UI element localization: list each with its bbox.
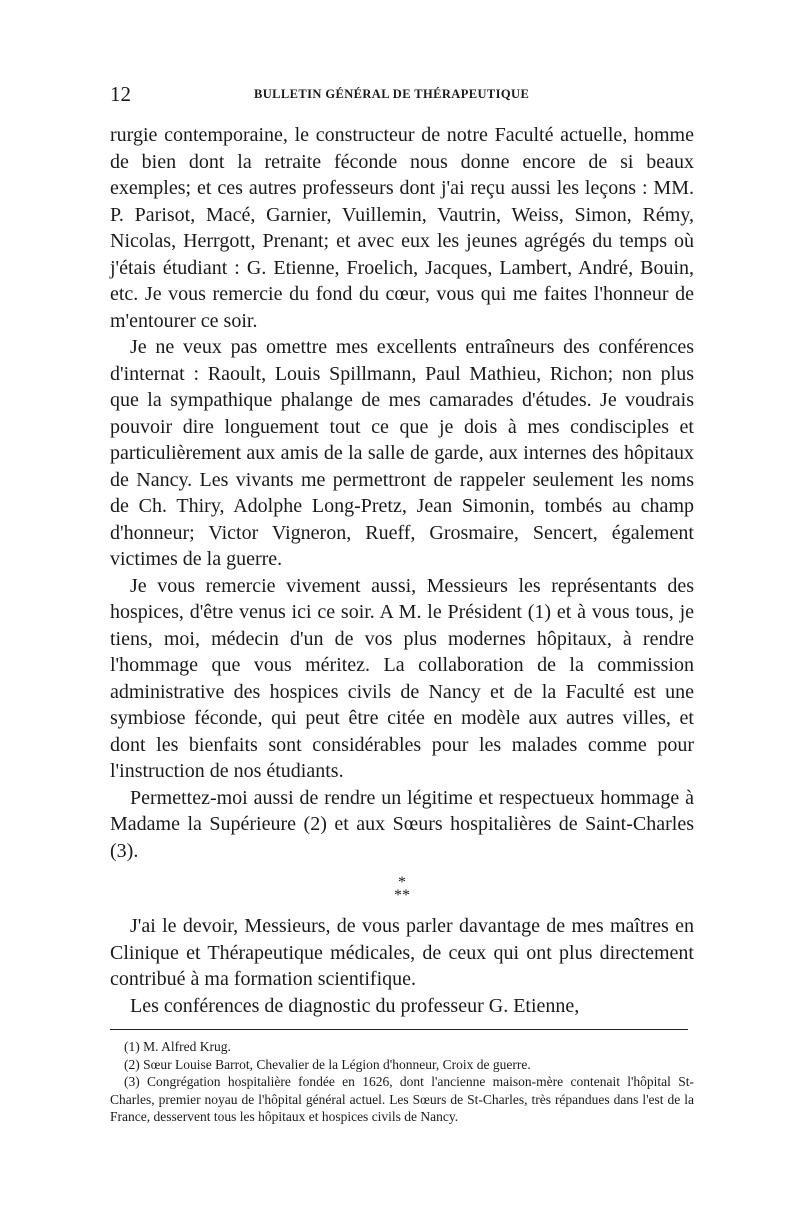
paragraph-continuation: rurgie contemporaine, le constructeur de notre Faculté actuelle, homme de bien dont la retraite féconde nous donne encore de si beaux exemples; et ces autres professeurs dont j'ai reçu aussi les leçons : MM. P. Parisot, Macé, Garnier, Vuillemin, Vautrin, Weiss, Simon, Rémy, Nicolas, Herrgott, Prenant; et avec eux les jeunes agrégés du temps où j'étais étudiant : G. Etienne, Froelich, Jacques, Lambert, André, Bouin, etc. Je vous remercie du fond du cœur, vous qui me faites l'honneur de m'entourer ce soir.: [110, 124, 694, 332]
paragraph-conferences: Les conférences de diagnostic du professeur G. Etienne,: [130, 994, 580, 1017]
separator-asterisk-bottom: **: [394, 887, 410, 904]
footnotes: [110, 1038, 694, 1126]
footnote-1: (1) M. Alfred Krug.: [124, 1039, 231, 1054]
paragraph-hospices: Je vous remercie vivement aussi, Messieurs les représentants des hospices, d'être venus ici ce soir. A M. le Président (1) et à vous tous, je tiens, moi, médecin d'un de vos plus modernes hôpitaux, à rendre l'hommage que vous méritez. La collaboration de la commission administrative des hospices civils de Nancy et de la Faculté est une symbiose féconde, qui peut être citée en modèle aux autres villes, et dont les bienfaits sont considérables pour les malades comme pour l'instruction de nos étudiants.: [110, 574, 694, 782]
page-header: [110, 82, 694, 106]
paragraph-soeurs: Permettez-moi aussi de rendre un légitime et respectueux hommage à Madame la Supérieure (2) et aux Sœurs hospitalières de Saint-Charles (3).: [110, 786, 694, 862]
paragraph-maitres: J'ai le devoir, Messieurs, de vous parler davantage de mes maîtres en Clinique et Thérapeutique médicales, de ceux qui ont plus directement contribué à ma formation scientifique.: [110, 915, 694, 990]
body-text: [110, 122, 694, 1019]
running-title: BULLETIN GÉNÉRAL DE THÉRAPEUTIQUE: [254, 87, 530, 101]
section-separator: [110, 876, 694, 902]
page-number: 12: [110, 82, 131, 106]
separator-asterisk-top: *: [398, 874, 406, 891]
paragraph-internat: Je ne veux pas omettre mes excellents entraîneurs des conférences d'internat : Raoult, Louis Spillmann, Paul Mathieu, Richon; non plus que la sympathique phalange de mes camarades d'études. Je voudrais pouvoir dire longuement tout ce que je dois à mes condisciples et particulièrement aux amis de la salle de garde, aux internes des hôpitaux de Nancy. Les vivants me permettront de rappeler seulement les noms de Ch. Thiry, Adolphe Long-Pretz, Jean Simonin, tombés au champ d'honneur; Victor Vigneron, Rueff, Grosmaire, Sencert, également victimes de la guerre.: [110, 336, 694, 570]
footnote-3: (3) Congrégation hospitalière fondée en 1626, dont l'ancienne maison-mère contenait l'hôpital St-Charles, premier noyau de l'hôpital général actuel. Les Sœurs de St-Charles, très répandues dans l'est de la France, desservent tous les hôpitaux et hospices civils de Nancy.: [110, 1074, 694, 1125]
footnote-divider: [110, 1029, 688, 1030]
footnote-2: (2) Sœur Louise Barrot, Chevalier de la Légion d'honneur, Croix de guerre.: [124, 1056, 531, 1072]
